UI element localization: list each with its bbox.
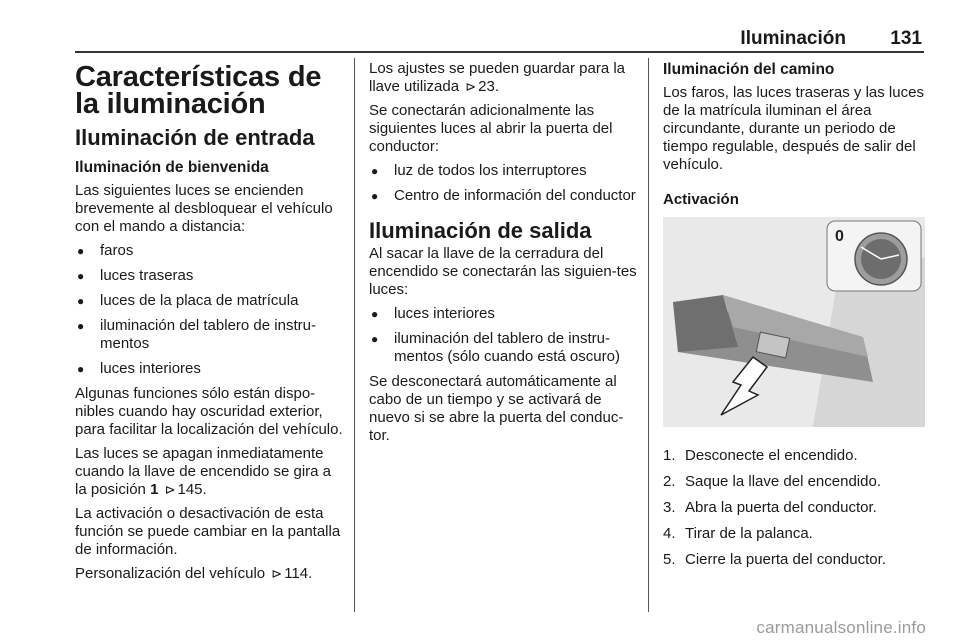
- paragraph-apagan-text: Las luces se apagan inmediatamente cuando la llave de encendido se gira a la posición: [75, 445, 332, 498]
- list-item: ● faros: [75, 242, 343, 260]
- activation-steps: [663, 447, 925, 569]
- subtitle-entrada: Iluminación de entrada: [75, 125, 315, 150]
- step-number: 3.: [663, 499, 676, 516]
- step-number: 4.: [663, 525, 676, 542]
- paragraph-personalizacion[interactable]: [75, 565, 343, 583]
- page-number: 131: [890, 28, 922, 49]
- step-text: Abra la puerta del conductor.: [685, 499, 877, 516]
- key-position: 1: [150, 481, 159, 498]
- paragraph-apagan: [75, 445, 343, 499]
- header-section-title: Iluminación: [740, 28, 846, 49]
- list-item: ● luces traseras: [75, 267, 343, 285]
- paragraph-activacion: La activación o desactivación de esta función se puede cambiar en la pantalla de información.: [75, 505, 341, 558]
- bullet-list-bienvenida: [75, 242, 343, 378]
- paragraph-sacar-llave: Al sacar la llave de la cerradura del encendido se conectarán las siguien-tes luces:: [369, 245, 637, 298]
- cross-reference-arrow-icon: ⊳: [271, 566, 283, 581]
- paragraph-ajustes-text: Los ajustes se pueden guardar para la llave utilizada: [369, 60, 626, 95]
- list-item: [663, 551, 925, 569]
- list-item: ● luz de todos los interruptores: [369, 162, 637, 180]
- column-1: [75, 60, 343, 589]
- column-2: [369, 60, 637, 451]
- figure-label: 0: [835, 228, 844, 245]
- stalk-lever-icon: [663, 217, 925, 427]
- list-item: ● Centro de información del conductor: [369, 187, 637, 205]
- list-item: [663, 473, 925, 491]
- watermark: carmanualsonline.info: [756, 618, 926, 637]
- list-item: ● iluminación del tablero de instru-mentos: [75, 317, 343, 353]
- step-number: 5.: [663, 551, 676, 568]
- heading-activacion: Activación: [663, 191, 739, 208]
- header-divider: [75, 51, 924, 53]
- intro-paragraph: Las siguientes luces se encienden brevemente al desbloquear el vehículo con el mando a distancia:: [75, 182, 333, 235]
- personalizacion-link-text[interactable]: Personalización del vehículo: [75, 565, 266, 582]
- heading-bienvenida: Iluminación de bienvenida: [75, 159, 269, 176]
- bullet-list-salida: [369, 305, 637, 366]
- step-text: Saque la llave del encendido.: [685, 473, 881, 490]
- list-item: [663, 525, 925, 543]
- list-item: ● luces de la placa de matrícula: [75, 292, 343, 310]
- paragraph-ajustes: [369, 60, 637, 96]
- lever-illustration: [663, 217, 925, 427]
- cross-reference-arrow-icon: ⊳: [164, 482, 176, 497]
- paragraph-camino: Los faros, las luces traseras y las luces de la matrícula iluminan el área circundante, durante un periodo de tiempo regulable, después de salir del vehículo.: [663, 84, 924, 173]
- bullet-list-puerta: [369, 162, 637, 205]
- heading-camino: Iluminación del camino: [663, 61, 835, 78]
- page-header: [75, 28, 924, 50]
- step-text: Cierre la puerta del conductor.: [685, 551, 886, 568]
- heading-salida: Iluminación de salida: [369, 218, 592, 243]
- paragraph-oscuridad: Algunas funciones sólo están dispo-nibles cuando hay oscuridad exterior, para facilitar la localización del vehículo.: [75, 385, 343, 438]
- list-item: ● luces interiores: [75, 360, 343, 378]
- list-item: [663, 499, 925, 517]
- column-3: [663, 60, 925, 577]
- column-divider-1: [354, 58, 355, 612]
- paragraph-desconectara: Se desconectará automáticamente al cabo de un tiempo y se activará de nuevo si se abre la puerta del conduc-tor.: [369, 373, 624, 444]
- step-number: 2.: [663, 473, 676, 490]
- main-title: Características de la iluminación: [75, 61, 322, 120]
- step-text: Desconecte el encendido.: [685, 447, 858, 464]
- page-ref[interactable]: 23.: [478, 78, 499, 95]
- cross-reference-arrow-icon: ⊳: [465, 79, 477, 94]
- paragraph-adicionalmente: Se conectarán adicionalmente las siguientes luces al abrir la puerta del conductor:: [369, 102, 613, 155]
- step-number: 1.: [663, 447, 676, 464]
- list-item: [663, 447, 925, 465]
- page-ref[interactable]: 114.: [284, 565, 313, 582]
- list-item: ● iluminación del tablero de instru-mentos (sólo cuando está oscuro): [369, 330, 637, 366]
- step-text: Tirar de la palanca.: [685, 525, 813, 542]
- page-ref: 145.: [177, 481, 207, 498]
- column-divider-2: [648, 58, 649, 612]
- list-item: ● luces interiores: [369, 305, 637, 323]
